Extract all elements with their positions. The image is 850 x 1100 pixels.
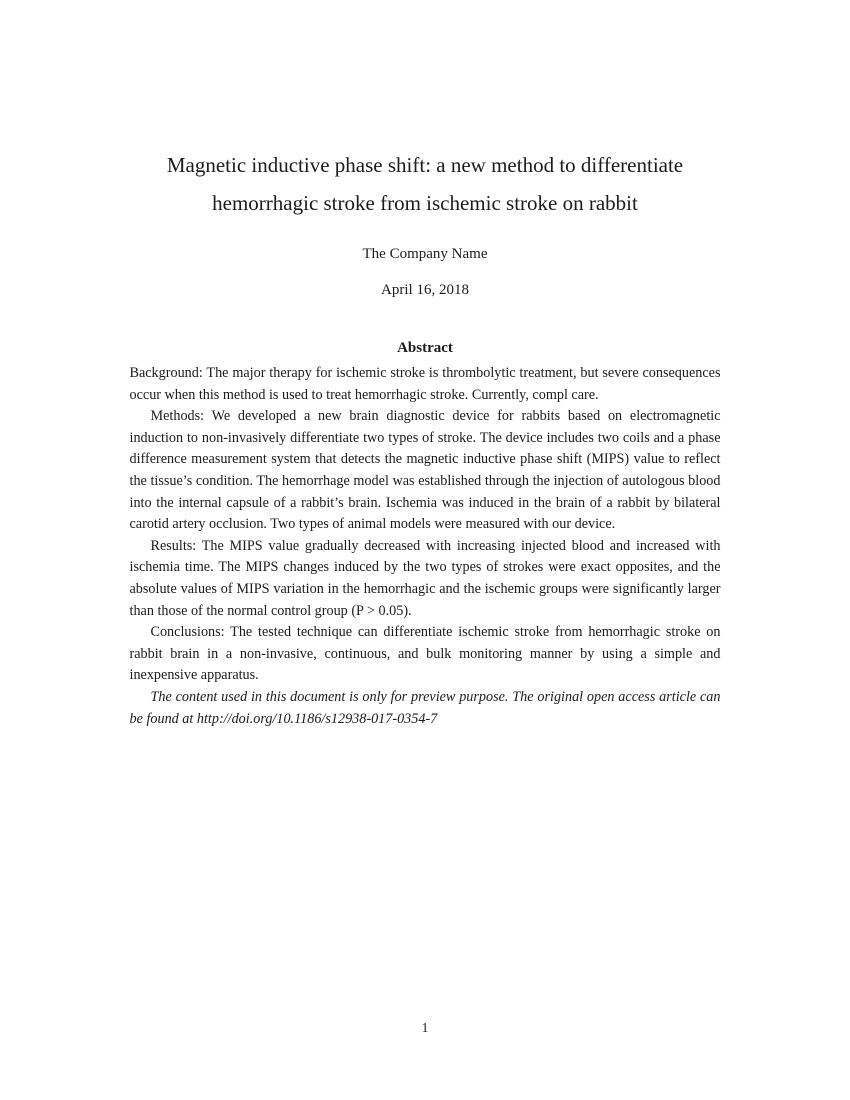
- publication-date: April 16, 2018: [381, 282, 469, 298]
- abstract-paragraph-conclusions: Conclusions: The tested technique can differentiate ischemic stroke from hemorrhagic stroke on rabbit brain in a non-invasive, continuous, and bulk monitoring manner by using a simple and inexpensive apparatus.: [129, 624, 721, 684]
- abstract-heading: Abstract: [397, 340, 453, 356]
- abstract-paragraph-background: Background: The major therapy for ischemic stroke is thrombolytic treatment, but severe consequences occur when this method is used to treat hemorrhagic stroke. Currently, compl care.: [129, 365, 721, 403]
- author-name: The Company Name: [362, 246, 488, 262]
- page-number: 1: [421, 1020, 429, 1035]
- paper-title-line-2: hemorrhagic stroke from ischemic stroke on rabbit: [212, 191, 638, 215]
- abstract-body: [130, 363, 721, 730]
- abstract-paragraph-methods: Methods: We developed a new brain diagnostic device for rabbits based on electromagnetic induction to non-invasively differentiate two types of stroke. The device includes two coils and a phase difference measurement system that detects the magnetic inductive phase shift (MIPS) value to reflect the tissue’s condition. The hemorrhage model was established through the injection of autologous blood into the internal capsule of a rabbit’s brain. Ischemia was induced in the brain of a rabbit by bilateral carotid artery occlusion. Two types of animal models were measured with our device.: [129, 408, 721, 533]
- preview-note: The content used in this document is only for preview purpose. The original open access article can be found at http://doi.org/10.1186/s12938-017-0354-7: [129, 688, 721, 727]
- paper-title: [0, 0, 850, 222]
- paper-title-line-1: Magnetic inductive phase shift: a new method to differentiate: [166, 153, 684, 177]
- abstract-paragraph-results: Results: The MIPS value gradually decreased with increasing injected blood and increased with ischemia time. The MIPS changes induced by the two types of strokes were exact opposites, and the absolute values of MIPS variation in the hemorrhagic and the ischemic groups were significantly larger than those of the normal control group (P > 0.05).: [129, 537, 721, 619]
